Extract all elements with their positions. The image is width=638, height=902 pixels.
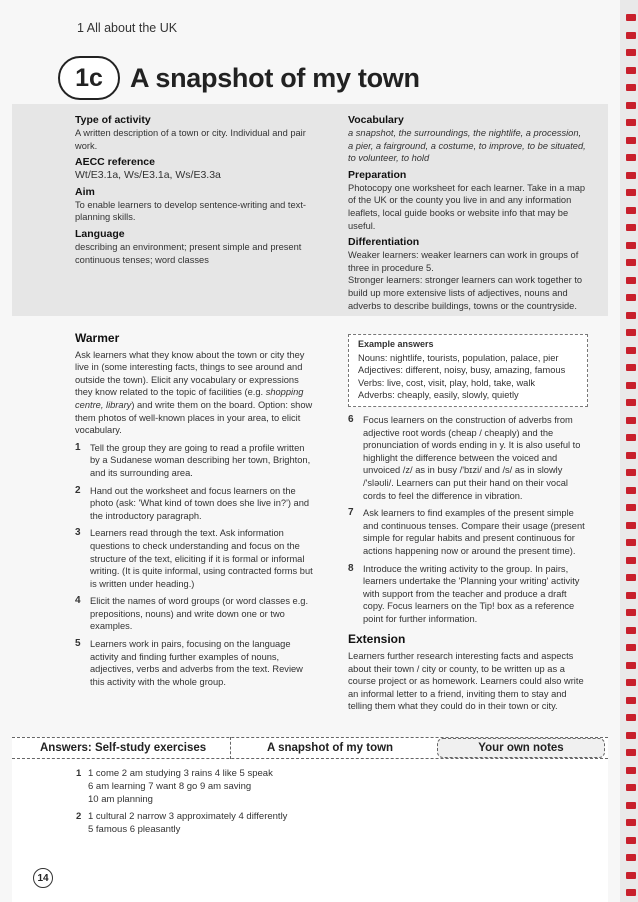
binding-ring (626, 662, 636, 669)
example-answers-box (348, 334, 588, 407)
snapshot-heading: A snapshot of my town (267, 742, 394, 754)
page-title: A snapshot of my town (130, 62, 420, 93)
aecc-heading: AECC reference (75, 156, 155, 169)
binding-ring (626, 697, 636, 704)
answer-line: 1 come 2 am studying 3 rains 4 like 5 speak (88, 768, 273, 779)
procedure-step (75, 595, 315, 633)
binding-ring (626, 32, 636, 39)
type-heading: Type of activity (75, 114, 151, 126)
binding-ring (626, 329, 636, 336)
type-text: A written description of a town or city. Individual and pair work. (75, 128, 306, 151)
warmer-heading: Warmer (75, 331, 120, 345)
binding-ring (626, 382, 636, 389)
binding-ring (626, 189, 636, 196)
step-text: Ask learners to find examples of the present simple and continuous tenses. Compare their usage (present simple for regular habits and present continuous for actions happening now or around the present time). (363, 508, 585, 556)
binding-ring (626, 364, 636, 371)
step-text: Hand out the worksheet and focus learners on the photo (ask: 'What kind of town does she live in?') and the introductory paragraph. (90, 485, 310, 521)
binding-ring (626, 49, 636, 56)
right-procedure (348, 334, 588, 713)
language-text: describing an environment; present simple and present continuous tenses; word classes (75, 241, 302, 265)
binding-ring (626, 417, 636, 424)
binding-ring (626, 434, 636, 441)
step-number: 3 (75, 527, 81, 539)
warmer-intro-italic: shopping centre, library (75, 387, 304, 410)
answer-group (76, 768, 287, 806)
step-text: Introduce the writing activity to the group. In pairs, learners undertake the 'Planning your writing' activity with support from the teacher and produce a draft copy. Focus learners on the Tip! box as a reference point for further information. (363, 563, 580, 624)
binding-ring (626, 539, 636, 546)
answer-group (76, 811, 287, 837)
aim-text: To enable learners to develop sentence-writing and text-planning skills. (75, 199, 307, 223)
step-text: Tell the group they are going to read a profile written by a Sudanese woman describing her town, Brighton, and its surrounding area. (90, 442, 311, 478)
step-text: Learners read through the text. Ask information questions to check understanding and focus on the structure of the text, eliciting if it is formal or informal writing. (It is quite informal, using contracted forms but is written under heading.) (90, 528, 313, 589)
binding-ring (626, 504, 636, 511)
answer-line: 5 famous 6 pleasantly (88, 824, 181, 836)
binding-ring (626, 557, 636, 564)
example-line: Nouns: nightlife, tourists, population, palace, pier (358, 352, 559, 363)
right-steps (348, 414, 588, 626)
binding-ring (626, 644, 636, 651)
example-answers-heading: Example answers (358, 339, 434, 349)
lesson-badge: 1c (58, 56, 120, 100)
binding-ring (626, 872, 636, 879)
answer-line: 1 cultural 2 narrow 3 approximately 4 differently (88, 811, 288, 823)
unit-label: 1 All about the UK (77, 21, 178, 35)
example-line: Adverbs: cheaply, easily, slowly, quietly (358, 390, 519, 401)
binding-ring (626, 819, 636, 826)
binding-ring (626, 714, 636, 721)
preparation-text: Photocopy one worksheet for each learner. Take in a map of the UK or the county you live in and any information leaflets, local guide books or website info that may be useful. (348, 182, 586, 231)
binding-ring (626, 84, 636, 91)
own-notes-heading: Your own notes (437, 738, 605, 758)
binding-ring (626, 522, 636, 529)
answer-number: 2 (76, 811, 82, 823)
binding-ring (626, 889, 636, 896)
answer-line: 10 am planning (88, 793, 153, 805)
preparation-heading: Preparation (348, 168, 407, 181)
binding-ring (626, 679, 636, 686)
procedure-step (348, 414, 588, 502)
step-number: 1 (75, 441, 81, 453)
binding-ring (626, 469, 636, 476)
step-number: 2 (75, 484, 81, 496)
binding-ring (626, 347, 636, 354)
differentiation-heading: Differentiation (348, 236, 420, 249)
binding-ring (626, 399, 636, 406)
language-heading: Language (75, 227, 125, 240)
binding-ring (626, 67, 636, 74)
binding-ring (626, 487, 636, 494)
binding-ring (626, 102, 636, 109)
binding-ring (626, 207, 636, 214)
binding-ring (626, 784, 636, 791)
binding-ring (626, 732, 636, 739)
procedure-step (348, 507, 588, 557)
title-row (58, 56, 420, 100)
binding-ring (626, 312, 636, 319)
answers-heading: Answers: Self-study exercises (40, 742, 207, 754)
warmer-steps (75, 442, 315, 689)
procedure-step (75, 638, 315, 688)
binding-ring (626, 154, 636, 161)
extension-text: Learners further research interesting facts and aspects about their town / city or county, to be written up as a course project or as homework. Learners could also write an informal letter to a friend, inviting them to stay and telling them what they could do in their town or city. (348, 651, 584, 712)
binding-ring (626, 119, 636, 126)
spiral-binding (620, 0, 638, 902)
example-line: Verbs: live, cost, visit, play, hold, take, walk (358, 377, 536, 388)
procedure-step (348, 563, 588, 626)
binding-ring (626, 767, 636, 774)
warmer-intro-b: ) and write them on the board. Option: show them photos of well-known places in your area, to elicit vocabulary. (75, 399, 313, 436)
binding-ring (626, 14, 636, 21)
binding-ring (626, 592, 636, 599)
binding-ring (626, 259, 636, 266)
binding-ring (626, 242, 636, 249)
example-line: Adjectives: different, noisy, busy, amazing, famous (358, 365, 566, 376)
binding-ring (626, 224, 636, 231)
vocabulary-text: a snapshot, the surroundings, the nightlife, a procession, a pier, a fairground, a costume, to improve, to be situated, to volunteer, to hold (348, 128, 586, 164)
binding-ring (626, 837, 636, 844)
procedure-step (75, 442, 315, 480)
step-number: 5 (75, 638, 81, 650)
binding-ring (626, 172, 636, 179)
binding-ring (626, 749, 636, 756)
step-number: 4 (75, 595, 81, 607)
binding-ring (626, 277, 636, 284)
aecc-text: Wt/E3.1a, Ws/E3.1a, Ws/E3.3a (75, 169, 221, 182)
binding-ring (626, 137, 636, 144)
info-right (348, 110, 588, 312)
step-number: 7 (348, 507, 354, 519)
step-number: 6 (348, 413, 354, 425)
differentiation-weaker: Weaker learners: weaker learners can work in groups of three in procedure 5. (348, 250, 579, 273)
binding-ring (626, 854, 636, 861)
page-number: 14 (33, 868, 53, 888)
binding-ring (626, 627, 636, 634)
step-text: Focus learners on the construction of adverbs from adjective root words (cheap / cheaply) and the pronunciation of words ending in y. It is also useful to highlight the difference between the voiced and unvoiced /z/ as in busy /'bɪzi/ and /s/ as in slowly /'sləʊli/. Learners can put their hand on their vocal cords to feel the difference in vibration. (363, 414, 581, 501)
warmer-intro-a: Ask learners what they know about the town or city they live in (some interesting facts, things to see around and outside the town). Elicit any vocabulary or expressions they know related to the topic of facilities (e.g. (75, 349, 305, 398)
step-number: 8 (348, 562, 354, 574)
vocabulary-heading: Vocabulary (348, 114, 404, 126)
aim-heading: Aim (75, 185, 95, 198)
warmer-intro (75, 349, 315, 437)
answer-line: 6 am learning 7 want 8 go 9 am saving (88, 780, 252, 792)
binding-ring (626, 452, 636, 459)
answer-number: 1 (76, 768, 82, 779)
extension-heading: Extension (348, 632, 406, 647)
binding-ring (626, 609, 636, 616)
info-left (75, 110, 307, 266)
self-study-answers (76, 768, 287, 842)
step-text: Learners work in pairs, focusing on the language activity and finding further examples of nouns, adjectives, verbs and adverbs from the text. Review this activity with the whole group. (90, 639, 303, 687)
divider (230, 737, 231, 759)
binding-ring (626, 574, 636, 581)
binding-ring (626, 802, 636, 809)
warmer-section (75, 332, 315, 693)
binding-ring (626, 294, 636, 301)
procedure-step (75, 527, 315, 590)
step-text: Elicit the names of word groups (or word classes e.g. prepositions, nouns) and write down one or two examples. (90, 596, 309, 632)
differentiation-stronger: Stronger learners: stronger learners can work together to build up more extensive lists of adjectives, nouns and adverbs to describe buildings, towns or the countryside. (348, 275, 583, 311)
procedure-step (75, 485, 315, 523)
